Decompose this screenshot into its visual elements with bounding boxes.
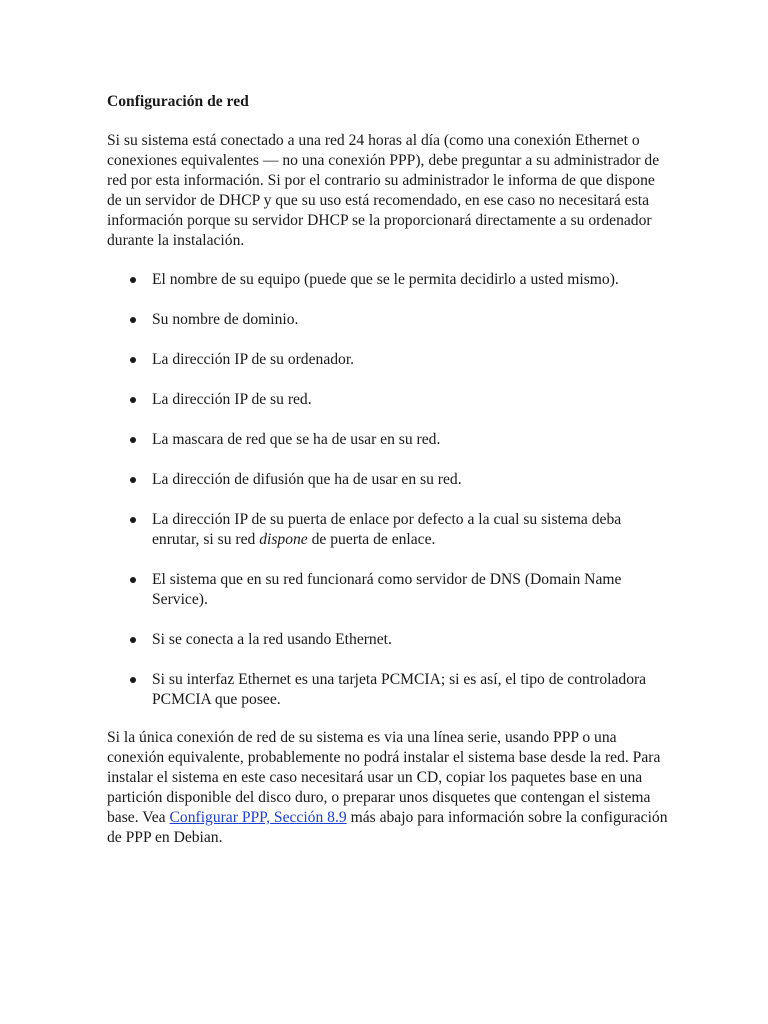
list-item <box>107 510 668 550</box>
list-item <box>107 350 668 370</box>
bullet-icon <box>130 317 136 323</box>
list-item-text: La dirección de difusión que ha de usar en su red. <box>152 471 462 488</box>
list-item <box>107 570 668 610</box>
intro-paragraph: Si su sistema está conectado a una red 24 horas al día (como una conexión Ethernet o conexiones equivalentes — no una conexión PPP), debe preguntar a su administrador de red por esta información. Si por el contrario su administrador le informa de que dispone de un servidor de DHCP y que su uso está recomendado, en ese caso no necesitará esta información porque su servidor DHCP se la proporcionará directamente a su ordenador durante la instalación. <box>107 132 660 249</box>
bullet-icon <box>130 477 136 483</box>
list-item-text: Si se conecta a la red usando Ethernet. <box>152 631 392 648</box>
bullet-icon <box>130 357 136 363</box>
configurar-ppp-link[interactable]: Configurar PPP, Sección 8.9 <box>169 809 347 826</box>
list-item <box>107 670 668 710</box>
list-item-text: El sistema que en su red funcionará como servidor de DNS (Domain Name Service). <box>152 571 622 608</box>
section-title: Configuración de red <box>107 93 249 110</box>
list-item-text: Si su interfaz Ethernet es una tarjeta PCMCIA; si es así, el tipo de controladora PCMCIA que posee. <box>152 671 647 708</box>
list-item-emphasis: dispone <box>259 531 308 548</box>
list-item-text: La dirección IP de su red. <box>152 391 312 408</box>
requirements-list <box>107 270 668 710</box>
list-item-text-before: La dirección IP de su puerta de enlace por defecto a la cual su sistema deba enrutar, si su red <box>152 511 622 548</box>
bullet-icon <box>130 637 136 643</box>
bullet-icon <box>130 397 136 403</box>
list-item-text-after: de puerta de enlace. <box>307 531 436 548</box>
closing-text-before-link: Si la única conexión de red de su sistema es via una línea serie, usando PPP o una conexión equivalente, probablemente no podrá instalar el sistema base desde la red. Para instalar el sistema en este caso necesitará usar un CD, copiar los paquetes base en una partición disponible del disco duro, o preparar unos disquetes que contengan el sistema base. Vea <box>107 729 661 826</box>
list-item <box>107 310 668 330</box>
list-item <box>107 470 668 490</box>
bullet-icon <box>130 517 136 523</box>
list-item <box>107 430 668 450</box>
list-item-text: El nombre de su equipo (puede que se le permita decidirlo a usted mismo). <box>152 271 619 288</box>
list-item <box>107 270 668 290</box>
list-item-text: Su nombre de dominio. <box>152 311 299 328</box>
list-item <box>107 390 668 410</box>
bullet-icon <box>130 677 136 683</box>
list-item <box>107 630 668 650</box>
list-item-text: La mascara de red que se ha de usar en su red. <box>152 431 441 448</box>
bullet-icon <box>130 437 136 443</box>
bullet-icon <box>130 277 136 283</box>
closing-text-after-link: más abajo para información sobre la configuración de PPP en Debian. <box>107 809 668 846</box>
bullet-icon <box>130 577 136 583</box>
closing-paragraph <box>107 728 668 848</box>
list-item-text: La dirección IP de su ordenador. <box>152 351 355 368</box>
